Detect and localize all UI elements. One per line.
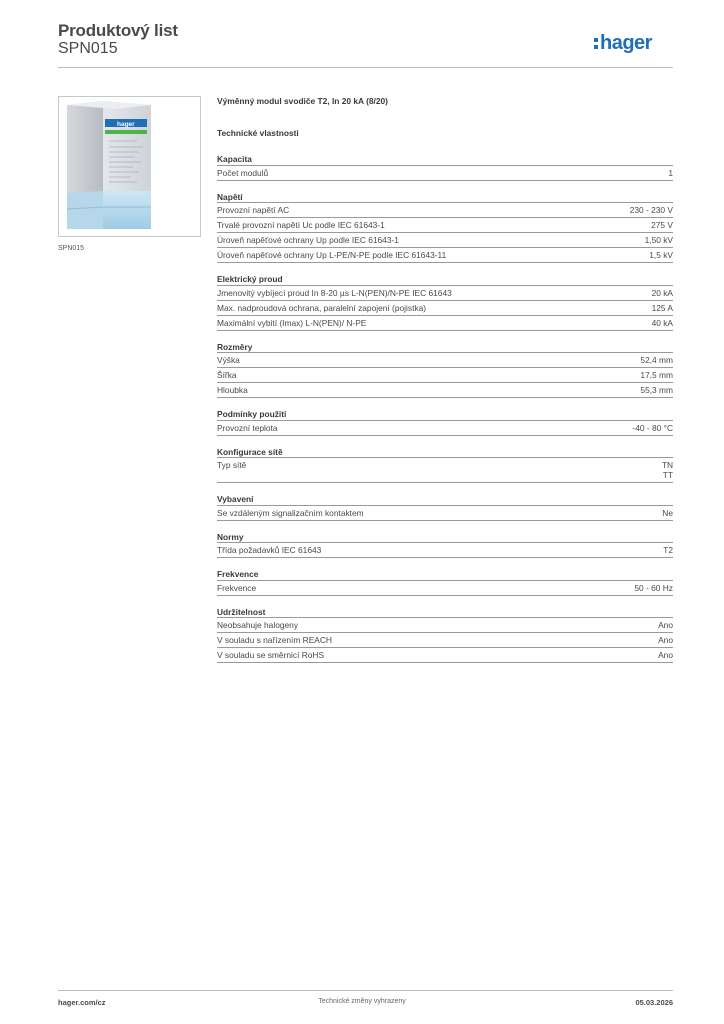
spec-label: Maximální vybití (Imax) L-N(PEN)/ N-PE [217,317,367,328]
spec-row [217,368,673,383]
spec-value [634,583,673,593]
spec-row [217,233,673,248]
spec-label: Počet modulů [217,167,269,178]
spec-row [217,301,673,316]
device-brand-text: hager [117,121,135,128]
spec-label: Typ sítě [217,460,247,470]
section-title: Rozměry [217,342,673,354]
spec-row [217,421,673,436]
spec-value-line: -40 - 80 °C [632,422,673,433]
spec-value-line: 230 - 230 V [629,205,673,215]
spec-value-line: 40 kA [651,317,673,328]
spec-label: Se vzdáleným signalizačním kontaktem [217,507,364,518]
spec-value [649,250,673,260]
spec-value [652,288,673,298]
spec-row [217,648,673,663]
footer-date: 05.03.2026 [635,998,673,1007]
spec-row [217,286,673,301]
spec-row [217,618,673,633]
spec-value [640,385,673,395]
product-caption: SPN015 [58,245,85,252]
spec-label: Úroveň napěťové ochrany Up podle IEC 61643-1 [217,235,399,245]
product-description: Výměnný modul svodiče T2, In 20 kA (8/20) [217,96,388,106]
spec-row [217,506,673,521]
spec-value-line: 1,50 kV [644,235,673,245]
spec-section [217,607,673,664]
page-title: Produktový list [58,21,178,40]
spec-value [662,508,673,518]
spec-value [668,168,673,178]
footer-website[interactable]: hager.com/cz [58,998,106,1007]
spec-section [217,569,673,596]
spec-label: Neobsahuje halogeny [217,620,299,630]
spec-section [217,447,673,484]
spec-section [217,532,673,559]
spec-value [640,370,673,380]
spec-value [651,220,673,230]
spec-value [662,460,673,480]
spec-row [217,316,673,331]
logo-text: hager [600,32,652,54]
spec-value [632,423,673,433]
footer-notice: Technické změny vyhrazeny [318,998,406,1005]
spec-value-line: 20 kA [651,287,673,298]
section-title: Napětí [217,192,673,204]
footer-divider [58,990,673,991]
spec-value [658,620,673,630]
spec-label: Hloubka [217,385,248,395]
spec-value-line: Ano [658,650,673,660]
spec-value-line: 50 - 60 Hz [634,582,673,593]
section-title: Kapacita [217,154,673,166]
spec-value [640,355,673,365]
spec-row [217,633,673,648]
section-title: Frekvence [217,569,673,581]
spec-sections [217,154,673,663]
spec-section [217,409,673,436]
spec-value [658,650,673,660]
spec-value-line: TN [661,460,673,470]
spec-value [658,635,673,645]
spec-row [217,353,673,368]
spec-label: Jmenovitý vybíjecí proud In 8-20 µs L-N(PEN)/N-PE IEC 61643 [217,287,452,298]
spec-label: V souladu s nařízením REACH [217,635,332,645]
spec-label: Provozní napětí AC [217,205,290,215]
spec-value-line: 1,5 kV [649,250,673,260]
spec-value [630,205,673,215]
hager-logo [594,28,674,58]
spec-value-line: Ano [658,620,673,630]
spec-value-line: Ne [662,507,673,518]
spec-value-line: 275 V [651,220,673,230]
spec-label: Trvalé provozní napětí Uc podle IEC 61643-1 [217,220,385,230]
spec-label: Výška [217,355,240,365]
spec-value-line: T2 [663,545,673,555]
spec-value [645,235,673,245]
spec-value-line: 52,4 mm [640,355,673,365]
section-title: Elektrický proud [217,274,673,286]
header-divider [58,67,673,68]
spec-value-line: 125 A [651,302,673,313]
spec-value [652,303,673,313]
product-image [58,96,201,237]
spec-value-line: 17,5 mm [640,370,673,380]
section-title: Vybavení [217,494,673,506]
spec-row [217,543,673,558]
spec-row [217,581,673,596]
product-code: SPN015 [58,40,118,57]
spec-label: Frekvence [217,582,257,593]
spec-value-line: 55,3 mm [640,385,673,395]
spec-value-line: TT [662,470,673,480]
spec-row [217,248,673,263]
surge-module-image [59,97,200,236]
spec-row [217,203,673,218]
spec-label: Provozní teplota [217,422,278,433]
spec-row [217,458,673,483]
tech-properties-title: Technické vlastnosti [217,128,299,138]
spec-section [217,342,673,399]
spec-label: V souladu se směrnicí RoHS [217,650,325,660]
spec-value [663,545,673,555]
spec-section [217,154,673,181]
spec-section [217,192,673,264]
spec-label: Třída požadavků IEC 61643 [217,545,322,555]
spec-value-line: 1 [668,167,673,178]
spec-label: Šířka [217,370,237,380]
section-title: Normy [217,532,673,544]
section-title: Podmínky použití [217,409,673,421]
spec-row [217,166,673,181]
spec-content [217,96,673,663]
section-title: Udržitelnost [217,607,673,619]
section-title: Konfigurace sítě [217,447,673,459]
spec-row [217,383,673,398]
spec-label: Max. nadproudová ochrana, paralelní zapojení (pojistka) [217,302,427,313]
spec-value-line: Ano [658,635,673,645]
spec-value [652,318,673,328]
spec-section [217,274,673,331]
spec-row [217,218,673,233]
spec-section [217,494,673,521]
spec-label: Úroveň napěťové ochrany Up L-PE/N-PE podle IEC 61643-11 [217,250,447,260]
